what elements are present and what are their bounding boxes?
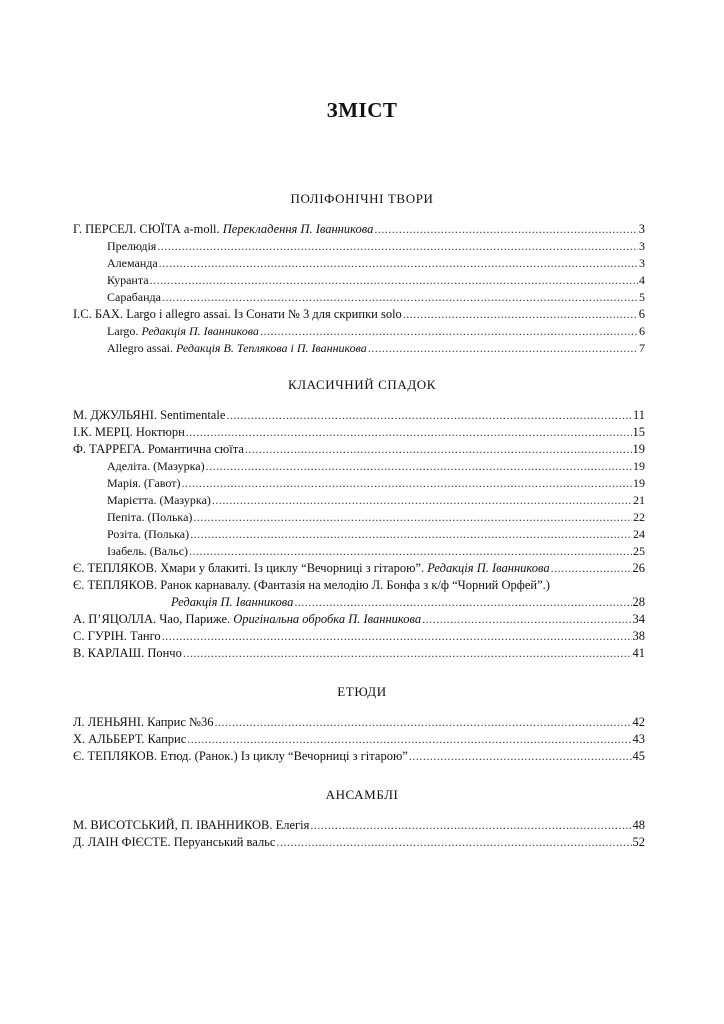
toc-entry-title: Пепіта. (Полька) [107,510,193,524]
toc-entry-page: 48 [632,818,645,832]
toc-entry-title: Прелюдія [107,239,157,253]
toc-subentry[interactable] [107,238,645,255]
toc-entry[interactable] [73,817,645,834]
toc-entry-title: Л. ЛЕНЬЯНІ. Каприс №36 [73,715,214,729]
toc-entry[interactable] [73,424,645,441]
leader-dots [214,714,631,731]
toc-entry-page: 28 [632,595,645,609]
toc-entry-editor: Редакція П. Іванникова [171,595,294,609]
toc-entry[interactable] [73,407,645,424]
toc-subentry[interactable] [107,475,645,492]
leader-dots [187,731,631,748]
toc-subentry[interactable] [107,255,645,272]
leader-dots [206,458,632,475]
toc-entry-page: 42 [632,715,645,729]
toc-entry-page: 3 [638,222,645,236]
toc-entry[interactable] [73,714,645,731]
toc-subentry[interactable] [107,458,645,475]
leader-dots [193,509,632,526]
leader-dots [260,323,638,340]
toc-entry-page: 41 [632,646,645,660]
toc-entry-page: 45 [632,749,645,763]
toc-entry-title: Марія. (Гавот) [107,476,181,490]
toc-entry-title: Х. АЛЬБЕРТ. Каприс [73,732,187,746]
toc-entry-page: 22 [633,510,645,524]
toc-entry[interactable] [73,731,645,748]
toc-entry-page: 19 [632,442,645,456]
toc-entry-title: Алеманда [107,256,158,270]
toc-entry[interactable] [73,441,645,458]
toc-subentry[interactable] [107,340,645,357]
toc-entry-page: 7 [639,341,645,355]
toc-entry-title-multiline[interactable]: Є. ТЕПЛЯКОВ. Ранок карнавалу. (Фантазія на мелодію Л. Бонфа з к/ф “Чорний Орфей”.) [73,578,550,592]
toc-entry-title: М. ДЖУЛЬЯНІ. Sentimentale [73,408,226,422]
leader-dots [157,238,638,255]
toc-entry-title: І.К. МЕРЦ. Ноктюрн [73,425,185,439]
leader-dots [374,221,637,238]
toc-entry-editor: Оригінальна обробка П. Іванникова [233,612,422,626]
leader-dots [551,560,632,577]
toc-entry-title: Сарабанда [107,290,161,304]
toc-entry[interactable] [73,628,645,645]
section-heading-ensembles: АНСАМБЛІ [325,787,399,802]
toc-entry-title: Г. ПЕРСЕЛ. СЮЇТА a-moll. [73,222,220,236]
toc-entry-page: 52 [632,835,645,849]
toc-entry-title: Ізабель. (Вальс) [107,544,189,558]
toc-entry-page: 26 [632,561,645,575]
toc-entry-title: В. КАРЛАШ. Пончо [73,646,182,660]
toc-entry-page: 6 [638,307,645,321]
leader-dots [190,526,632,543]
leader-dots [150,272,638,289]
toc-entry-continuation[interactable] [171,594,645,611]
leader-dots [310,817,631,834]
toc-entry-title: Д. ЛАІН ФІЄСТЕ. Перуанський вальс [73,835,276,849]
toc-entry[interactable] [73,560,645,577]
leader-dots [368,340,638,357]
toc-subentry[interactable] [107,492,645,509]
toc-entry-page: 43 [632,732,645,746]
toc-entry-page: 6 [639,324,645,338]
leader-dots [189,543,632,560]
page-title: ЗМІСТ [326,98,398,122]
toc-entry-title: Є. ТЕПЛЯКОВ. Хмари у блакиті. Із циклу “Вечорниці з гітарою”. [73,561,425,575]
toc-entry-page: 15 [632,425,645,439]
toc-entry-page: 3 [639,239,645,253]
leader-dots [409,748,632,765]
leader-dots [245,441,632,458]
toc-entry-title: Allegro assai. [107,341,173,355]
toc-entry[interactable] [73,611,645,628]
leader-dots [162,289,638,306]
toc-entry-page: 3 [639,256,645,270]
section-heading-etudes: ЕТЮДИ [337,684,387,699]
toc-entry-title: А. П’ЯЦОЛЛА. Чао, Париже. [73,612,231,626]
leader-dots [212,492,632,509]
toc-entry-editor: Редакція В. Теплякова і П. Іванникова [175,341,367,355]
toc-entry-title: Є. ТЕПЛЯКОВ. Етюд. (Ранок.) Із циклу “Вечорниці з гітарою” [73,749,408,763]
leader-dots [422,611,631,628]
leader-dots [403,306,638,323]
toc-entry[interactable] [73,834,645,851]
toc-subentry[interactable] [107,323,645,340]
toc-entry-editor: Редакція П. Іванникова [427,561,550,575]
toc-entry-page: 19 [633,459,645,473]
toc-entry-title: Куранта [107,273,149,287]
toc-entry-title: М. ВИСОТСЬКИЙ, П. ІВАННИКОВ. Елегія [73,818,310,832]
toc-entry-page: 5 [639,290,645,304]
leader-dots [226,407,632,424]
leader-dots [181,475,632,492]
toc-entry-editor: Перекладення П. Іванникова [222,222,374,236]
toc-subentry[interactable] [107,272,645,289]
toc-entry-page: 34 [632,612,645,626]
toc-subentry[interactable] [107,526,645,543]
toc-entry[interactable] [73,645,645,662]
toc-entry-page: 24 [633,527,645,541]
toc-subentry[interactable] [107,543,645,560]
section-heading-classical: КЛАСИЧНИЙ СПАДОК [287,377,437,392]
toc-entry[interactable] [73,221,645,238]
toc-entry-title: Розіта. (Полька) [107,527,190,541]
toc-entry[interactable] [73,748,645,765]
toc-entry-title: І.С. БАХ. Largo і allegro assai. Із Сонати № 3 для скрипки solo [73,307,402,321]
leader-dots [183,645,632,662]
leader-dots [294,594,631,611]
toc-entry-title: Ф. ТАРРЕГА. Романтична сюїта [73,442,244,456]
toc-entry-title: Марієтта. (Мазурка) [107,493,211,507]
toc-subentry[interactable] [107,289,645,306]
toc-entry[interactable] [73,306,645,323]
leader-dots [276,834,631,851]
toc-entry-editor: Редакція П. Іванникова [141,324,259,338]
toc-entry-page: 25 [633,544,645,558]
toc-entry-page: 19 [633,476,645,490]
leader-dots [159,255,638,272]
leader-dots [186,424,632,441]
section-heading-polyphonic: ПОЛІФОНІЧНІ ТВОРИ [290,191,434,206]
toc-entry-title: С. ГУРІН. Танго [73,629,161,643]
toc-entry-title: Аделіта. (Мазурка) [107,459,205,473]
leader-dots [162,628,632,645]
toc-entry-page: 21 [633,493,645,507]
toc-subentry[interactable] [107,509,645,526]
toc-entry-title: Largo. [107,324,139,338]
toc-entry-page: 11 [632,408,645,422]
toc-entry-page: 38 [632,629,645,643]
toc-entry-page: 4 [639,273,645,287]
